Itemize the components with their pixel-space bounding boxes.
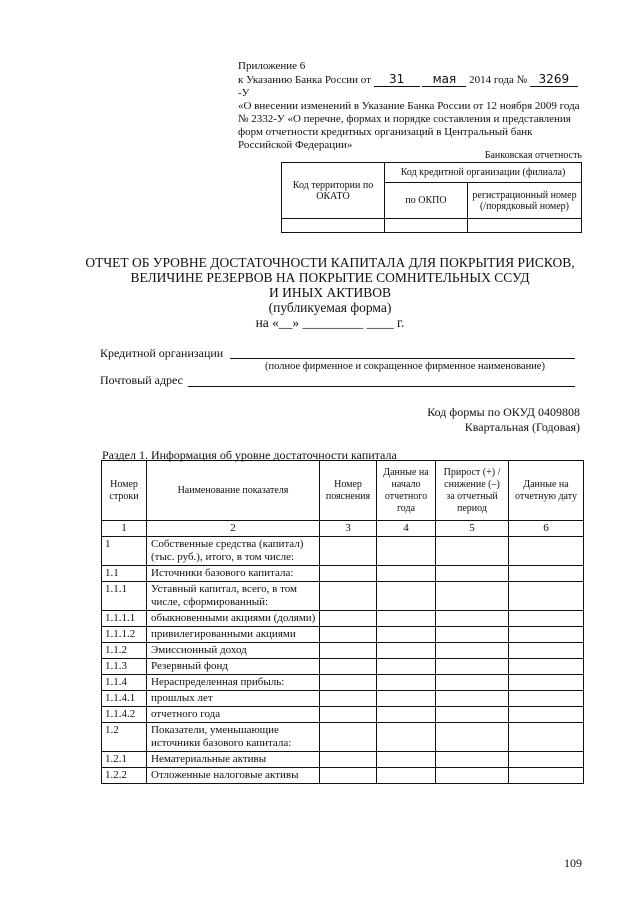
value-cell[interactable] (509, 611, 584, 627)
value-cell[interactable] (377, 691, 436, 707)
value-cell[interactable] (377, 707, 436, 723)
appendix-line4: № 2332-У «О перечне, формах и порядке составления и представления (238, 113, 571, 125)
title-line4: (публикуемая форма) (268, 300, 392, 315)
indicator-name: прошлых лет (147, 691, 320, 707)
table-row (102, 627, 584, 643)
value-cell[interactable] (377, 752, 436, 768)
row-number: 1.1 (102, 566, 147, 582)
postal-address-label: Почтовый адрес (100, 373, 184, 387)
report-title (60, 255, 600, 330)
table-row (102, 752, 584, 768)
reg-number-value-cell[interactable] (468, 219, 582, 233)
value-cell[interactable] (436, 537, 509, 566)
appendix-line3: «О внесении изменений в Указание Банка России от 12 ноября 2009 года (238, 100, 580, 112)
value-cell[interactable] (320, 723, 377, 752)
value-cell[interactable] (436, 659, 509, 675)
credit-org-field[interactable] (230, 358, 575, 359)
row-number: 1.1.4.1 (102, 691, 147, 707)
credit-org-label: Кредитной организации (100, 346, 224, 360)
section-title: Раздел 1. Информация об уровне достаточности капитала (102, 448, 397, 462)
value-cell[interactable] (436, 707, 509, 723)
indicator-name: Уставный капитал, всего, в том числе, сформированный: (147, 582, 320, 611)
value-cell[interactable] (377, 675, 436, 691)
row-number: 1.1.4 (102, 675, 147, 691)
appendix-ref-suffix: -У (238, 87, 250, 99)
header-row-number: Номер строки (102, 461, 147, 521)
table-row (102, 675, 584, 691)
value-cell[interactable] (320, 627, 377, 643)
value-cell[interactable] (436, 566, 509, 582)
indicator-name: Нераспределенная прибыль: (147, 675, 320, 691)
value-cell[interactable] (320, 611, 377, 627)
form-code-block (427, 405, 580, 435)
row-number: 1.2.2 (102, 768, 147, 784)
okpo-value-cell[interactable] (385, 219, 468, 233)
page-number: 109 (564, 856, 582, 870)
value-cell[interactable] (436, 752, 509, 768)
reg-number-header: регистрационный номер (/порядковый номер) (468, 183, 582, 219)
col-number: 1 (102, 521, 147, 537)
row-number: 1.1.1 (102, 582, 147, 611)
indicator-name: Собственные средства (капитал) (тыс. руб.), итого, в том числе: (147, 537, 320, 566)
value-cell[interactable] (509, 723, 584, 752)
bank-reporting-label: Банковская отчетность (484, 150, 582, 161)
value-cell[interactable] (436, 611, 509, 627)
value-cell[interactable] (320, 537, 377, 566)
appendix-month: мая (422, 73, 466, 87)
row-number: 1.1.4.2 (102, 707, 147, 723)
appendix-ref-mid: 2014 года № (469, 74, 528, 86)
credit-org-hint: (полное фирменное и сокращенное фирменное наименование) (265, 361, 545, 372)
appendix-reference (238, 73, 588, 100)
credit-org-code-header: Код кредитной организации (филиала) (385, 163, 582, 183)
table-row (102, 643, 584, 659)
appendix-number: 3269 (530, 73, 578, 87)
indicator-name: привилегированными акциями (147, 627, 320, 643)
row-number: 1.1.3 (102, 659, 147, 675)
value-cell[interactable] (377, 643, 436, 659)
value-cell[interactable] (509, 768, 584, 784)
value-cell[interactable] (320, 707, 377, 723)
value-cell[interactable] (436, 643, 509, 659)
value-cell[interactable] (377, 537, 436, 566)
row-number: 1.2 (102, 723, 147, 752)
column-number-row (102, 521, 584, 537)
table-row (102, 611, 584, 627)
row-number: 1.1.2 (102, 643, 147, 659)
value-cell[interactable] (320, 752, 377, 768)
value-cell[interactable] (509, 752, 584, 768)
indicator-name: обыкновенными акциями (долями) (147, 611, 320, 627)
value-cell[interactable] (320, 659, 377, 675)
table-row (102, 691, 584, 707)
table-row (102, 582, 584, 611)
col-number: 3 (320, 521, 377, 537)
row-number: 1.2.1 (102, 752, 147, 768)
appendix-header (238, 60, 588, 152)
value-cell[interactable] (436, 675, 509, 691)
appendix-line6: Российской Федерации» (238, 139, 353, 151)
value-cell[interactable] (377, 582, 436, 611)
indicator-name: Эмиссионный доход (147, 643, 320, 659)
indicator-name: отчетного года (147, 707, 320, 723)
form-code: Код формы по ОКУД 0409808 (427, 405, 580, 419)
indicator-name: Нематериальные активы (147, 752, 320, 768)
value-cell[interactable] (509, 566, 584, 582)
row-number: 1 (102, 537, 147, 566)
appendix-ref-prefix: к Указанию Банка России от (238, 74, 371, 86)
row-number: 1.1.1.2 (102, 627, 147, 643)
value-cell[interactable] (377, 566, 436, 582)
value-cell[interactable] (320, 643, 377, 659)
value-cell[interactable] (320, 566, 377, 582)
indicator-name: Резервный фонд (147, 659, 320, 675)
value-cell[interactable] (509, 675, 584, 691)
value-cell[interactable] (377, 627, 436, 643)
appendix-title: Приложение 6 (238, 60, 306, 72)
table-row (102, 566, 584, 582)
value-cell[interactable] (436, 627, 509, 643)
title-line3: И ИНЫХ АКТИВОВ (268, 285, 392, 300)
col-number: 6 (509, 521, 584, 537)
value-cell[interactable] (436, 768, 509, 784)
header-start-of-year: Данные на начало отчетного года (377, 461, 436, 521)
col-number: 5 (436, 521, 509, 537)
value-cell[interactable] (509, 659, 584, 675)
row-number: 1.1.1.1 (102, 611, 147, 627)
periodicity: Квартальная (Годовая) (464, 420, 580, 434)
codes-table (281, 162, 582, 233)
value-cell[interactable] (320, 691, 377, 707)
value-cell[interactable] (377, 723, 436, 752)
title-line2: ВЕЛИЧИНЕ РЕЗЕРВОВ НА ПОКРЫТИЕ СОМНИТЕЛЬНЫХ ССУД (130, 270, 530, 285)
appendix-day: 31 (374, 73, 420, 87)
value-cell[interactable] (509, 643, 584, 659)
title-line1: ОТЧЕТ ОБ УРОВНЕ ДОСТАТОЧНОСТИ КАПИТАЛА ДЛЯ ПОКРЫТИЯ РИСКОВ, (85, 255, 575, 270)
header-indicator-name: Наименование показателя (147, 461, 320, 521)
indicator-name: Источники базового капитала: (147, 566, 320, 582)
appendix-line5: форм отчетности кредитных организаций в Центральный банк (238, 126, 533, 138)
value-cell[interactable] (377, 768, 436, 784)
okato-value-cell[interactable] (282, 219, 385, 233)
indicator-name: Отложенные налоговые активы (147, 768, 320, 784)
value-cell[interactable] (320, 768, 377, 784)
value-cell[interactable] (436, 723, 509, 752)
header-change: Прирост (+) / снижение (–) за отчетный период (436, 461, 509, 521)
value-cell[interactable] (509, 707, 584, 723)
indicator-name: Показатели, уменьшающие источники базового капитала: (147, 723, 320, 752)
value-cell[interactable] (320, 675, 377, 691)
value-cell[interactable] (377, 659, 436, 675)
col-number: 4 (377, 521, 436, 537)
capital-adequacy-table (101, 460, 584, 784)
value-cell[interactable] (320, 582, 377, 611)
table-row (102, 659, 584, 675)
col-number: 2 (147, 521, 320, 537)
value-cell[interactable] (509, 582, 584, 611)
okpo-header: по ОКПО (385, 183, 468, 219)
header-note-number: Номер пояснения (320, 461, 377, 521)
postal-address-field[interactable] (188, 386, 575, 387)
table-row (102, 707, 584, 723)
value-cell[interactable] (436, 582, 509, 611)
table-row (102, 723, 584, 752)
title-date-line: на «__» _________ ____ г. (255, 315, 405, 330)
okato-header: Код территории по ОКАТО (282, 163, 385, 219)
table-row (102, 537, 584, 566)
value-cell[interactable] (509, 691, 584, 707)
value-cell[interactable] (377, 611, 436, 627)
table-row (102, 768, 584, 784)
value-cell[interactable] (436, 691, 509, 707)
value-cell[interactable] (509, 627, 584, 643)
value-cell[interactable] (509, 537, 584, 566)
header-reporting-date: Данные на отчетную дату (509, 461, 584, 521)
